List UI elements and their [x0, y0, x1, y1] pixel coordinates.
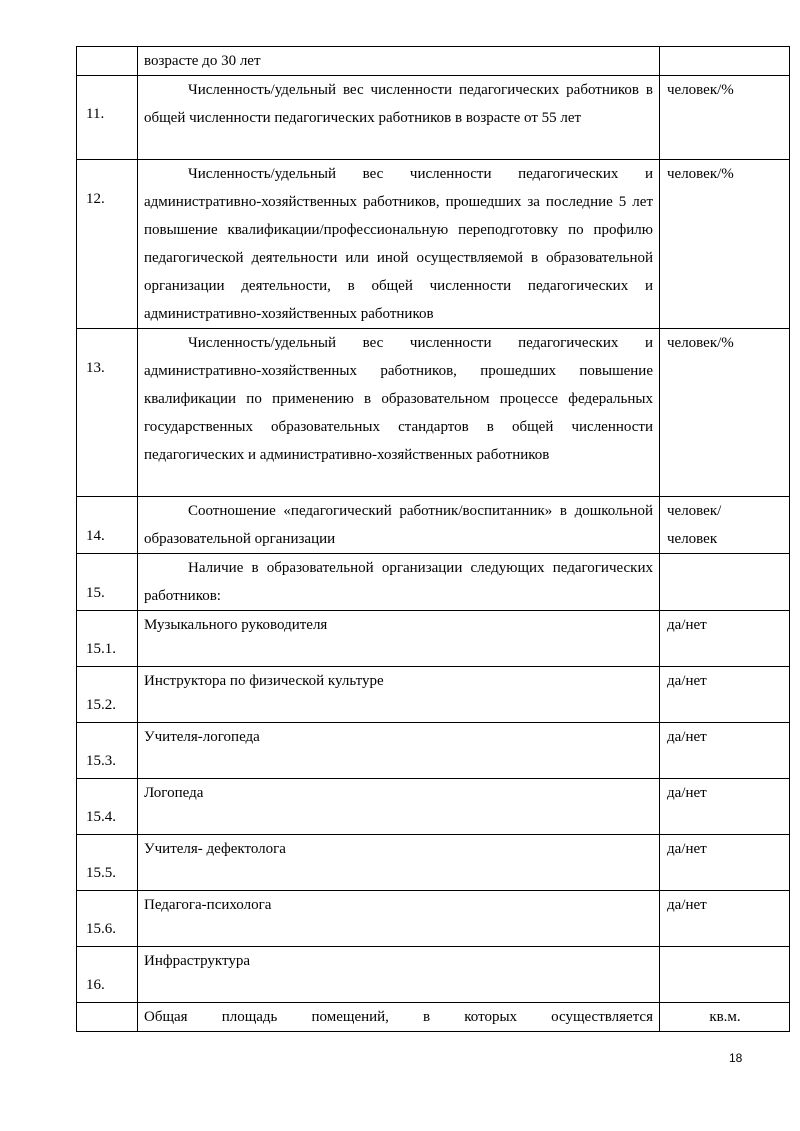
indicator-text: Наличие в образовательной организации следующих педагогических работников:	[138, 554, 660, 611]
row-number: 11.	[77, 76, 138, 160]
indicator-text: Музыкального руководителя	[138, 611, 660, 667]
unit-cell: да/нет	[660, 779, 790, 835]
unit-cell: человек/ человек	[660, 497, 790, 554]
table-row	[77, 329, 790, 497]
unit-cell: кв.м.	[660, 1003, 790, 1032]
table-row	[77, 891, 790, 947]
indicator-text: Численность/удельный вес численности педагогических и административно-хозяйственных работников, прошедших за последние 5 лет повышение квалификации/профессиональную переподготовку по профилю педагогической деятельности или иной осуществляемой в образовательной организации деятельности, в общей численности педагогических и административно-хозяйственных работников	[138, 160, 660, 329]
row-number: 14.	[77, 497, 138, 554]
unit-cell: да/нет	[660, 667, 790, 723]
indicator-text: Численность/удельный вес численности педагогических работников в общей численности педагогических работников в возрасте от 55 лет	[138, 76, 660, 160]
table-row	[77, 779, 790, 835]
row-number: 15.3.	[77, 723, 138, 779]
indicator-text: Численность/удельный вес численности педагогических и административно-хозяйственных работников, прошедших повышение квалификации по применению в образовательном процессе федеральных государственных образовательных стандартов в общей численности педагогических и административно-хозяйственных работников	[138, 329, 660, 497]
indicator-text: Соотношение «педагогический работник/воспитанник» в дошкольной образовательной организации	[138, 497, 660, 554]
table-row	[77, 1003, 790, 1032]
table-row	[77, 76, 790, 160]
table-row	[77, 947, 790, 1003]
unit-cell	[660, 947, 790, 1003]
table-row	[77, 835, 790, 891]
table-row	[77, 723, 790, 779]
indicator-text: Инфраструктура	[138, 947, 660, 1003]
unit-cell: да/нет	[660, 891, 790, 947]
table-row	[77, 611, 790, 667]
unit-cell	[660, 47, 790, 76]
unit-cell: да/нет	[660, 723, 790, 779]
table-row	[77, 554, 790, 611]
row-number: 15.	[77, 554, 138, 611]
row-number: 12.	[77, 160, 138, 329]
unit-cell: да/нет	[660, 611, 790, 667]
indicator-text: возрасте до 30 лет	[138, 47, 660, 76]
row-number: 15.4.	[77, 779, 138, 835]
indicator-text: Общая площадь помещений, в которых осуществляется	[138, 1003, 660, 1032]
indicator-text: Логопеда	[138, 779, 660, 835]
row-number: 15.6.	[77, 891, 138, 947]
unit-cell	[660, 554, 790, 611]
row-number: 15.1.	[77, 611, 138, 667]
unit-cell: человек/%	[660, 160, 790, 329]
row-number: 16.	[77, 947, 138, 1003]
row-number	[77, 47, 138, 76]
table-row	[77, 667, 790, 723]
unit-cell: человек/%	[660, 329, 790, 497]
unit-cell: да/нет	[660, 835, 790, 891]
table-row	[77, 497, 790, 554]
indicator-text: Педагога-психолога	[138, 891, 660, 947]
row-number: 15.2.	[77, 667, 138, 723]
indicator-text: Учителя- дефектолога	[138, 835, 660, 891]
indicators-table	[76, 46, 790, 1032]
table-row	[77, 160, 790, 329]
table-row	[77, 47, 790, 76]
indicator-text: Инструктора по физической культуре	[138, 667, 660, 723]
page-number: 18	[729, 1051, 743, 1065]
unit-cell: человек/%	[660, 76, 790, 160]
row-number: 13.	[77, 329, 138, 497]
indicator-text: Учителя-логопеда	[138, 723, 660, 779]
row-number	[77, 1003, 138, 1032]
row-number: 15.5.	[77, 835, 138, 891]
